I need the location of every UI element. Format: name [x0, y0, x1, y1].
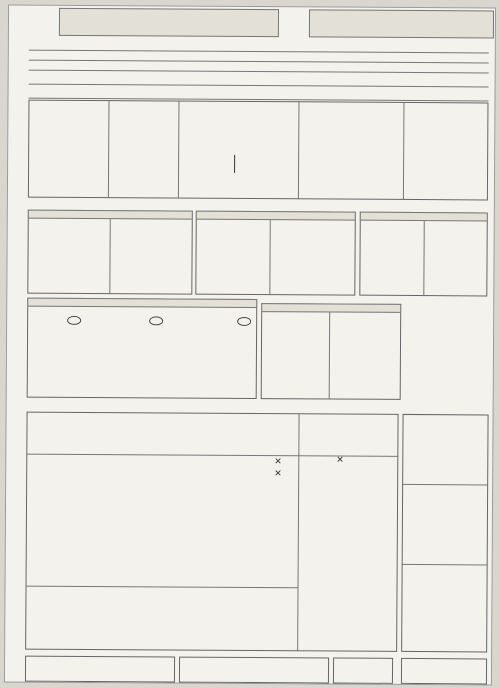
emergency-form-sheet	[4, 5, 496, 686]
evidencia-box	[25, 656, 175, 683]
glasgow-circle-verbal	[149, 316, 163, 325]
intersectorial-box	[179, 657, 329, 684]
respiratorio-box	[195, 211, 356, 296]
handwritten-stroke	[234, 155, 235, 173]
header-right-band	[309, 9, 494, 38]
x-mark-1: ✕	[274, 457, 282, 468]
x-mark-2: ✕	[274, 469, 282, 480]
x-mark-3: ✕	[336, 455, 344, 466]
glasgow-circle-ocular	[67, 316, 81, 325]
neuro-box	[261, 303, 402, 400]
firma-box	[333, 658, 393, 684]
antecedentes-box	[28, 100, 489, 201]
glasgow-circle-motora	[237, 317, 251, 326]
trauma-box	[25, 412, 398, 652]
header-left-band	[59, 8, 279, 37]
right-panel-box	[401, 414, 488, 653]
medico-box	[401, 658, 487, 685]
glasgow-box	[27, 298, 258, 399]
